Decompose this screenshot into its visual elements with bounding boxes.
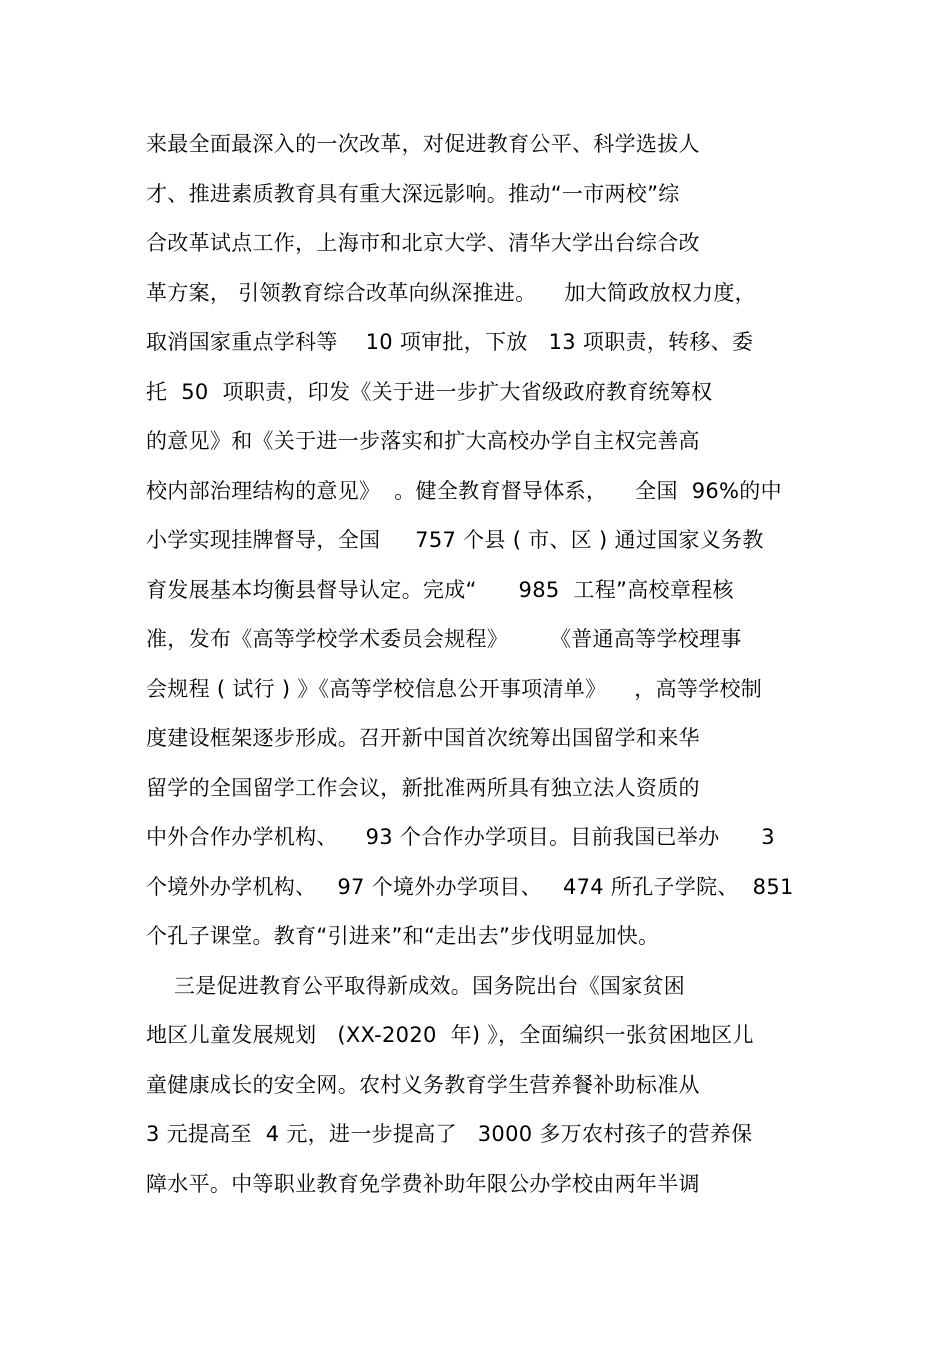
text-line: 障水平。中等职业教育免学费补助年限公办学校由两年半调 xyxy=(146,1171,700,1196)
text-line: 小学实现挂牌督导，全国 757 个县 ( 市、区 ) 通过国家义务教 xyxy=(146,528,764,552)
text-line: 的意见》和《关于进一步落实和扩大高校办学自主权完善高 xyxy=(146,429,700,453)
text-line: 才、推进素质教育具有重大深远影响。推动“一市两校”综 xyxy=(146,181,680,206)
text-line: 准，发布《高等学校学术委员会规程》 《普通高等学校理事 xyxy=(146,627,742,651)
text-line: 留学的全国留学工作会议，新批准两所具有独立法人资质的 xyxy=(146,775,700,800)
text-line: 童健康成长的安全网。农村义务教育学生营养餐补助标准从 xyxy=(146,1072,700,1097)
text-line: 三是促进教育公平取得新成效。国务院出台《国家贫困 xyxy=(146,973,686,998)
body-text xyxy=(146,120,826,1209)
text-line: 合改革试点工作，上海市和北京大学、清华大学出台综合改 xyxy=(146,231,700,255)
text-line: 校内部治理结构的意见》 。健全教育督导体系， 全国 96%的中 xyxy=(146,478,782,503)
text-line: 个境外办学机构、 97 个境外办学项目、 474 所孔子学院、 851 xyxy=(146,874,794,899)
text-line: 取消国家重点学科等 10 项审批，下放 13 项职责，转移、委 xyxy=(146,330,754,354)
text-line: 育发展基本均衡县督导认定。完成“ 985 工程”高校章程核 xyxy=(146,577,734,602)
text-line: 地区儿童发展规划 (XX-2020 年) 》，全面编织一张贫困地区儿 xyxy=(146,1023,754,1047)
text-line: 度建设框架逐步形成。召开新中国首次统筹出国留学和来华 xyxy=(146,726,700,750)
text-line: 中外合作办学机构、 93 个合作办学项目。目前我国已举办 3 xyxy=(146,825,775,849)
text-line: 托 50 项职责，印发《关于进一步扩大省级政府教育统筹权 xyxy=(146,379,713,404)
text-line: 来最全面最深入的一次改革，对促进教育公平、科学选拔人 xyxy=(146,132,700,156)
text-line: 个孔子课堂。教育“引进来”和“走出去”步伐明显加快。 xyxy=(146,924,660,948)
text-line: 革方案， 引领教育综合改革向纵深推进。 加大简政放权力度， xyxy=(146,280,756,305)
text-line: 会规程 ( 试行 ) 》《高等学校信息公开事项清单》 ，高等学校制 xyxy=(146,676,763,701)
text-line: 3 元提高至 4 元，进一步提高了 3000 多万农村孩子的营养保 xyxy=(146,1122,753,1146)
